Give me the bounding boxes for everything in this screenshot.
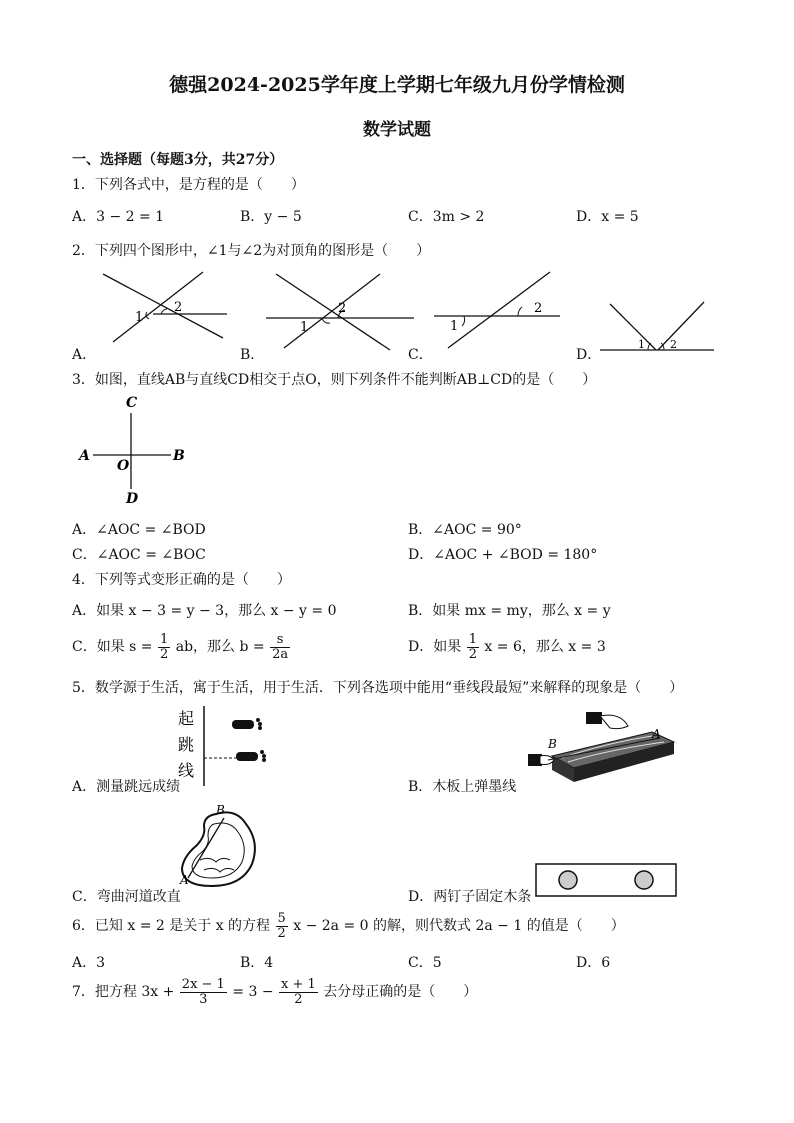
- exam-subtitle: 数学试题: [363, 120, 431, 140]
- q6-option-b: B．4: [240, 955, 274, 971]
- q4c-frac-den: 2: [159, 646, 169, 662]
- q4-option-b: B．如果 mx = my，那么 x = y: [408, 603, 611, 619]
- q7-fraction-1: [180, 978, 227, 1006]
- q7-frac1-num: 2x − 1: [181, 977, 225, 992]
- q5-option-a: A．测量跳远成绩: [72, 779, 181, 795]
- q6-stem: [72, 912, 625, 940]
- q6-frac-num: 5: [277, 911, 286, 926]
- nail-icon: [635, 871, 653, 889]
- q1-option-a: A．3 − 2 = 1: [72, 209, 165, 225]
- q4c-frac-num: 1: [159, 632, 169, 647]
- river-icon: [182, 812, 255, 886]
- q5-jump-char-1: 起: [178, 709, 195, 728]
- q3-point-c: C: [126, 395, 138, 411]
- q4c-fraction-s: [270, 633, 290, 661]
- q4-option-c: [72, 633, 291, 661]
- q4c-frac-s-num: s: [270, 633, 290, 648]
- q5-board-label-b: B: [548, 737, 557, 751]
- q4d-frac-den: 2: [468, 646, 477, 662]
- q5-stem: 5．数学源于生活，寓于生活，用于生活．下列各选项中能用“垂线段最短”来解释的现象是（ ）: [72, 680, 684, 696]
- q3-figure: [75, 393, 195, 508]
- q2b-mark-1: 1: [300, 320, 309, 335]
- q1-option-d: D．x = 5: [576, 209, 639, 225]
- q5-option-b: B．木板上弹墨线: [408, 779, 517, 795]
- q5-nail-figure: [534, 862, 679, 898]
- q5-river-label-b: B: [216, 803, 225, 817]
- q7-suffix: 去分母正确的是（ ）: [323, 984, 478, 1001]
- q7-frac2-den: 2: [294, 991, 303, 1007]
- q4c-middle: ab，那么 b =: [175, 639, 265, 656]
- q7-frac2-num: x + 1: [281, 977, 316, 992]
- q3-point-d: D: [126, 491, 139, 507]
- q3-option-b: B．∠AOC = 90°: [408, 522, 522, 538]
- wood-strip-icon: [536, 864, 676, 896]
- q2b-mark-2: 2: [338, 301, 347, 316]
- q7-middle: = 3 −: [232, 984, 274, 1001]
- q5-jump-figure: [174, 704, 274, 788]
- q3-point-o: O: [117, 458, 130, 474]
- q7-stem: [72, 978, 477, 1006]
- q2-figure-c: [430, 268, 570, 358]
- q1-option-b: B．y − 5: [240, 209, 302, 225]
- q2-stem: 2．下列四个图形中，∠1与∠2为对顶角的图形是（ ）: [72, 243, 431, 259]
- q4c-fraction-half: [158, 633, 170, 661]
- q3-stem: 3．如图，直线AB与直线CD相交于点O，则下列条件不能判断AB⊥CD的是（ ）: [72, 372, 597, 388]
- q2a-mark-1: 1: [135, 310, 144, 325]
- q5-board-label-a: A: [652, 727, 661, 741]
- q4d-frac-num: 1: [468, 632, 477, 647]
- q4-option-a: A．如果 x − 3 = y − 3，那么 x − y = 0: [72, 603, 337, 619]
- q2-figure-d: [598, 296, 718, 356]
- q5-option-d: D．两钉子固定木条: [408, 889, 532, 905]
- nail-icon: [559, 871, 577, 889]
- q2-option-c: C．: [408, 347, 433, 363]
- section-heading: 一、选择题（每题3分，共27分）: [72, 152, 284, 168]
- q2-option-a: A．: [72, 347, 97, 363]
- q3-option-d: D．∠AOC + ∠BOD = 180°: [408, 547, 598, 563]
- q2-figure-b: [262, 268, 422, 358]
- q1-stem: 1．下列各式中，是方程的是（ ）: [72, 177, 305, 193]
- q5-option-c: C．弯曲河道改直: [72, 889, 181, 905]
- q3-point-a: A: [79, 448, 90, 464]
- q5-river-label-a: A: [180, 873, 189, 887]
- q5-board-figure: [512, 710, 687, 790]
- q1-option-c: C．3m > 2: [408, 209, 485, 225]
- q2c-mark-1: 1: [450, 319, 459, 334]
- q3-option-c: C．∠AOC = ∠BOC: [72, 547, 206, 563]
- q4c-prefix: C．如果 s =: [72, 639, 153, 656]
- q6-stem-suffix: x − 2a = 0 的解，则代数式 2a − 1 的值是（ ）: [293, 918, 625, 935]
- q6-frac-den: 2: [277, 925, 286, 941]
- exam-title: 德强2024-2025学年度上学期七年级九月份学情检测: [169, 74, 625, 96]
- q2-figure-a: [95, 268, 235, 348]
- q5-jump-char-2: 跳: [178, 735, 195, 754]
- q2c-mark-2: 2: [534, 301, 543, 316]
- q2d-mark-2: 2: [670, 338, 677, 351]
- q6-option-a: A．3: [72, 955, 106, 971]
- q6-stem-prefix: 6．已知 x = 2 是关于 x 的方程: [72, 918, 271, 935]
- q7-fraction-2: [279, 978, 318, 1006]
- q4-stem: 4．下列等式变形正确的是（ ）: [72, 572, 291, 588]
- q4d-suffix: x = 6，那么 x = 3: [484, 639, 606, 656]
- q4d-prefix: D．如果: [408, 639, 462, 656]
- q7-prefix: 7．把方程 3x +: [72, 984, 175, 1001]
- q2-option-d: D．: [576, 347, 602, 363]
- footprint-icon: [232, 718, 266, 762]
- q4c-frac-s-den: 2a: [272, 646, 289, 662]
- q4-option-d: [408, 633, 606, 661]
- q2a-mark-2: 2: [174, 300, 183, 315]
- q6-option-d: D．6: [576, 955, 611, 971]
- q3-point-b: B: [173, 448, 185, 464]
- q5-jump-char-3: 线: [178, 761, 195, 780]
- q4d-fraction-half: [467, 633, 479, 661]
- q6-option-c: C．5: [408, 955, 442, 971]
- q6-fraction: [276, 912, 288, 940]
- q2d-mark-1: 1: [638, 338, 645, 351]
- q2-option-b: B．: [240, 347, 265, 363]
- q3-option-a: A．∠AOC = ∠BOD: [72, 522, 206, 538]
- q5-river-figure: [176, 800, 266, 890]
- q7-frac1-den: 3: [199, 991, 208, 1007]
